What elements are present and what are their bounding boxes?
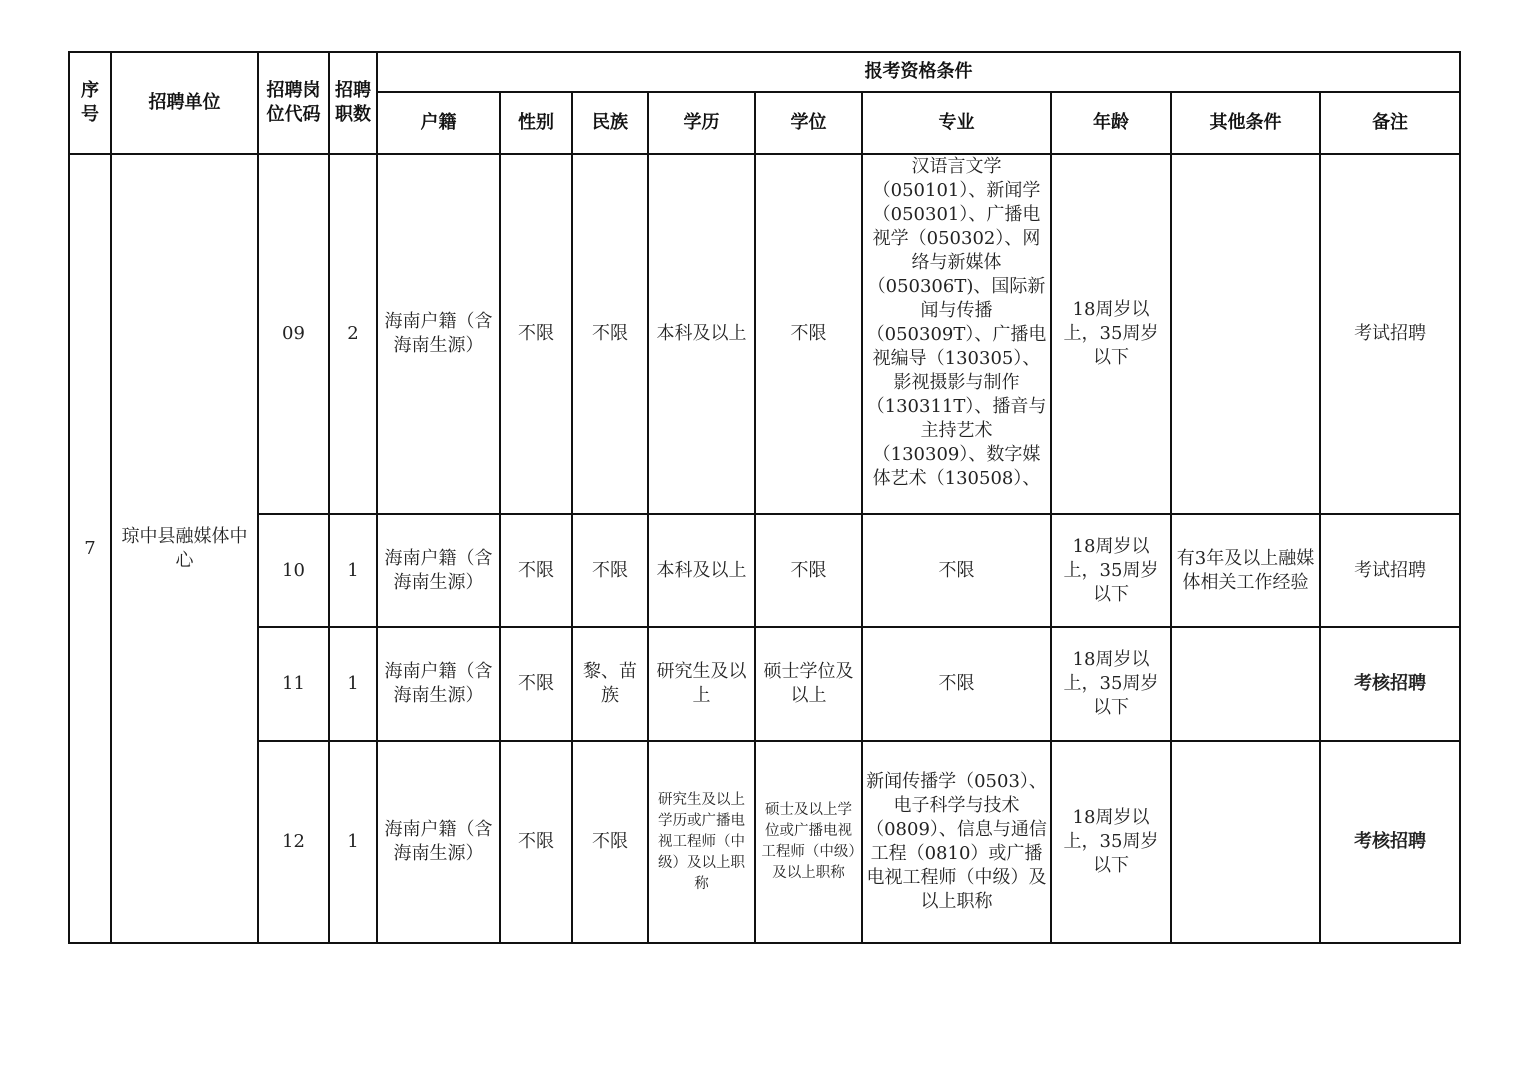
header-hukou: 户籍 bbox=[377, 92, 500, 154]
cell-age: 18周岁以上，35周岁以下 bbox=[1051, 627, 1171, 741]
cell-age: 18周岁以上，35周岁以下 bbox=[1051, 741, 1171, 943]
cell-code: 10 bbox=[258, 514, 329, 627]
cell-code: 09 bbox=[258, 154, 329, 514]
cell-count: 1 bbox=[329, 741, 377, 943]
header-code: 招聘岗位代码 bbox=[258, 52, 329, 154]
cell-degree: 硕士学位及以上 bbox=[755, 627, 862, 741]
cell-degree: 硕士及以上学位或广播电视工程师（中级）及以上职称 bbox=[755, 741, 862, 943]
cell-gender: 不限 bbox=[500, 627, 572, 741]
cell-age: 18周岁以上，35周岁以下 bbox=[1051, 514, 1171, 627]
header-age: 年龄 bbox=[1051, 92, 1171, 154]
cell-degree: 不限 bbox=[755, 514, 862, 627]
header-unit: 招聘单位 bbox=[111, 52, 258, 154]
cell-count: 1 bbox=[329, 514, 377, 627]
cell-education: 研究生及以上学历或广播电视工程师（中级）及以上职称 bbox=[648, 741, 755, 943]
cell-major: 不限 bbox=[862, 627, 1051, 741]
group-unit: 琼中县融媒体中心 bbox=[111, 154, 258, 943]
cell-hukou: 海南户籍（含海南生源） bbox=[377, 627, 500, 741]
cell-education: 研究生及以上 bbox=[648, 627, 755, 741]
cell-remark: 考试招聘 bbox=[1320, 514, 1460, 627]
header-qualification: 报考资格条件 bbox=[377, 52, 1460, 92]
cell-other bbox=[1171, 741, 1320, 943]
cell-remark: 考核招聘 bbox=[1320, 741, 1460, 943]
header-ethnicity: 民族 bbox=[572, 92, 648, 154]
header-seq: 序号 bbox=[69, 52, 111, 154]
cell-other bbox=[1171, 627, 1320, 741]
cell-gender: 不限 bbox=[500, 514, 572, 627]
cell-ethnicity: 不限 bbox=[572, 154, 648, 514]
header-other: 其他条件 bbox=[1171, 92, 1320, 154]
header-count: 招聘职数 bbox=[329, 52, 377, 154]
header-major: 专业 bbox=[862, 92, 1051, 154]
cell-education: 本科及以上 bbox=[648, 154, 755, 514]
cell-major bbox=[862, 154, 1051, 514]
table-row bbox=[69, 627, 1460, 741]
header-gender: 性别 bbox=[500, 92, 572, 154]
cell-other: 有3年及以上融媒体相关工作经验 bbox=[1171, 514, 1320, 627]
cell-age: 18周岁以上，35周岁以下 bbox=[1051, 154, 1171, 514]
cell-ethnicity: 不限 bbox=[572, 741, 648, 943]
cell-remark: 考核招聘 bbox=[1320, 627, 1460, 741]
cell-ethnicity: 不限 bbox=[572, 514, 648, 627]
cell-ethnicity: 黎、苗族 bbox=[572, 627, 648, 741]
cell-remark: 考试招聘 bbox=[1320, 154, 1460, 514]
table-row bbox=[69, 154, 1460, 514]
header-row-1 bbox=[69, 52, 1460, 92]
cell-other bbox=[1171, 154, 1320, 514]
cell-count: 1 bbox=[329, 627, 377, 741]
cell-major: 新闻传播学（0503）、电子科学与技术（0809）、信息与通信工程（0810）或广播电视工程师（中级）及以上职称 bbox=[862, 741, 1051, 943]
cell-degree: 不限 bbox=[755, 154, 862, 514]
recruitment-table bbox=[68, 51, 1461, 944]
cell-gender: 不限 bbox=[500, 741, 572, 943]
header-degree: 学位 bbox=[755, 92, 862, 154]
header-education: 学历 bbox=[648, 92, 755, 154]
cell-hukou: 海南户籍（含海南生源） bbox=[377, 514, 500, 627]
group-seq: 7 bbox=[69, 154, 111, 943]
cell-code: 11 bbox=[258, 627, 329, 741]
cell-gender: 不限 bbox=[500, 154, 572, 514]
cell-code: 12 bbox=[258, 741, 329, 943]
cell-count: 2 bbox=[329, 154, 377, 514]
table-row bbox=[69, 514, 1460, 627]
cell-hukou: 海南户籍（含海南生源） bbox=[377, 741, 500, 943]
cell-education: 本科及以上 bbox=[648, 514, 755, 627]
cell-major: 不限 bbox=[862, 514, 1051, 627]
major-text: 汉语言文学（050101）、新闻学（050301）、广播电视学（050302）、网络与新媒体（050306T)、国际新闻与传播（050309T）、广播电视编导（130305）、影视摄影与制作（130311T）、播音与主持艺术（130309）、数字媒体艺术（130508）、 bbox=[866, 156, 1047, 489]
cell-hukou: 海南户籍（含海南生源） bbox=[377, 154, 500, 514]
header-remark: 备注 bbox=[1320, 92, 1460, 154]
table-row bbox=[69, 741, 1460, 943]
